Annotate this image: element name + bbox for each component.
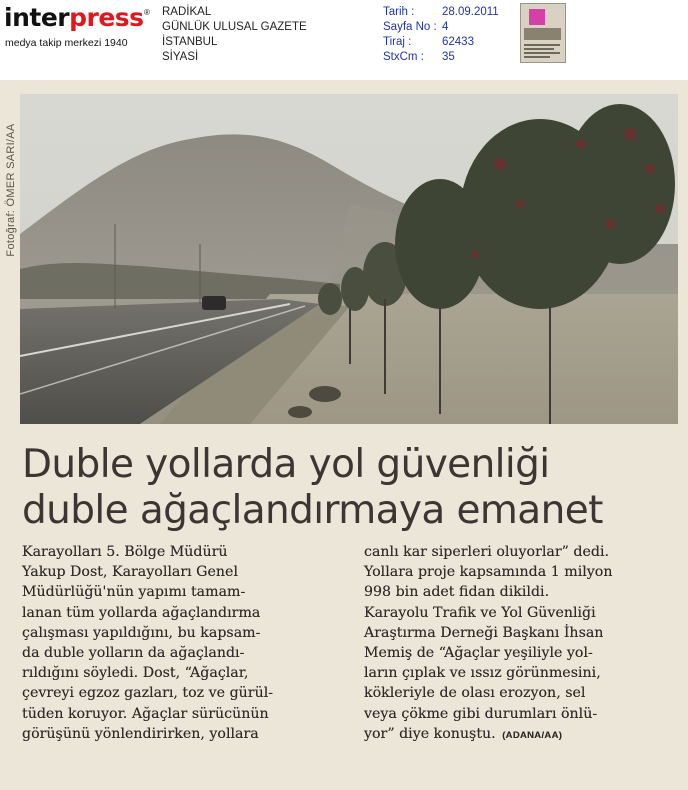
body-line: tüden koruyor. Ağaçlar sürücünün (22, 705, 269, 722)
logo-wordmark: interpress (4, 3, 144, 32)
body-line: veya çökme gibi durumları önlü- (364, 705, 598, 722)
body-line: çevreyi egzoz gazları, toz ve gürül- (22, 685, 274, 702)
body-line: ların çıplak ve ıssız görünmesini, (364, 665, 601, 682)
article-clipping (0, 80, 688, 790)
body-line: Yakup Dost, Karayolları Genel (22, 564, 238, 581)
source-tag: (ADANA/AA) (502, 729, 563, 741)
body-line: Yollara proje kapsamında 1 milyon (364, 564, 613, 581)
meta-circulation: Tiraj : 62433 (383, 36, 474, 48)
body-line: rıldığını söyledi. Dost, “Ağaçlar, (22, 665, 249, 682)
page-thumbnail[interactable] (520, 3, 566, 63)
body-line: Araştırma Derneği Başkanı İhsan (364, 624, 604, 641)
publication-type: GÜNLÜK ULUSAL GAZETE (162, 21, 307, 33)
body-line: çalışması yapıldığını, bu kapsam- (22, 624, 261, 641)
publication-name: RADİKAL (162, 6, 212, 18)
body-line: Karayolu Trafik ve Yol Güvenliği (364, 604, 596, 621)
body-line: Memiş de “Ağaçlar yeşiliyle yol- (364, 645, 593, 662)
photo-credit: Fotoğraf: ÖMER SARI/AA (5, 123, 17, 257)
body-line: 998 bin adet fidan dikildi. (364, 584, 550, 601)
meta-page: Sayfa No : 4 (383, 21, 449, 33)
body-line: canlı kar siperleri oluyorlar” dedi. (364, 544, 610, 560)
publication-city: İSTANBUL (162, 36, 218, 48)
body-line: kökleriyle de olası erozyon, sel (364, 685, 586, 702)
body-line: Müdürlüğü'nün yapımı tamam- (22, 584, 246, 601)
body-line: da duble yolların da ağaçlandı- (22, 645, 245, 662)
headline-line-2: duble ağaçlandırmaya emanet (22, 488, 603, 533)
interpress-logo (4, 4, 152, 50)
registered-mark: ® (144, 8, 150, 17)
body-column-1 (22, 542, 342, 744)
body-line: lanan tüm yollarda ağaçlandırma (22, 604, 261, 621)
meta-date: Tarih : 28.09.2011 (383, 6, 499, 18)
clipping-header (0, 0, 688, 80)
headline-line-1: Duble yollarda yol güvenliği (22, 442, 550, 487)
article-photo (20, 94, 678, 424)
body-column-2 (364, 542, 682, 746)
logo-tagline: medya takip merkezi 1940 (5, 37, 128, 49)
clipping-metadata (383, 5, 499, 65)
body-line: Karayolları 5. Bölge Müdürü (22, 544, 228, 560)
publication-info (162, 5, 307, 65)
publication-category: SİYASİ (162, 51, 199, 63)
meta-stxcm: StxCm : 35 (383, 51, 455, 63)
body-line: görüşünü yönlendirirken, yollara (22, 725, 259, 742)
article-headline (22, 442, 682, 534)
body-last-line: yor” diye konuştu. (ADANA/AA) (364, 725, 563, 742)
